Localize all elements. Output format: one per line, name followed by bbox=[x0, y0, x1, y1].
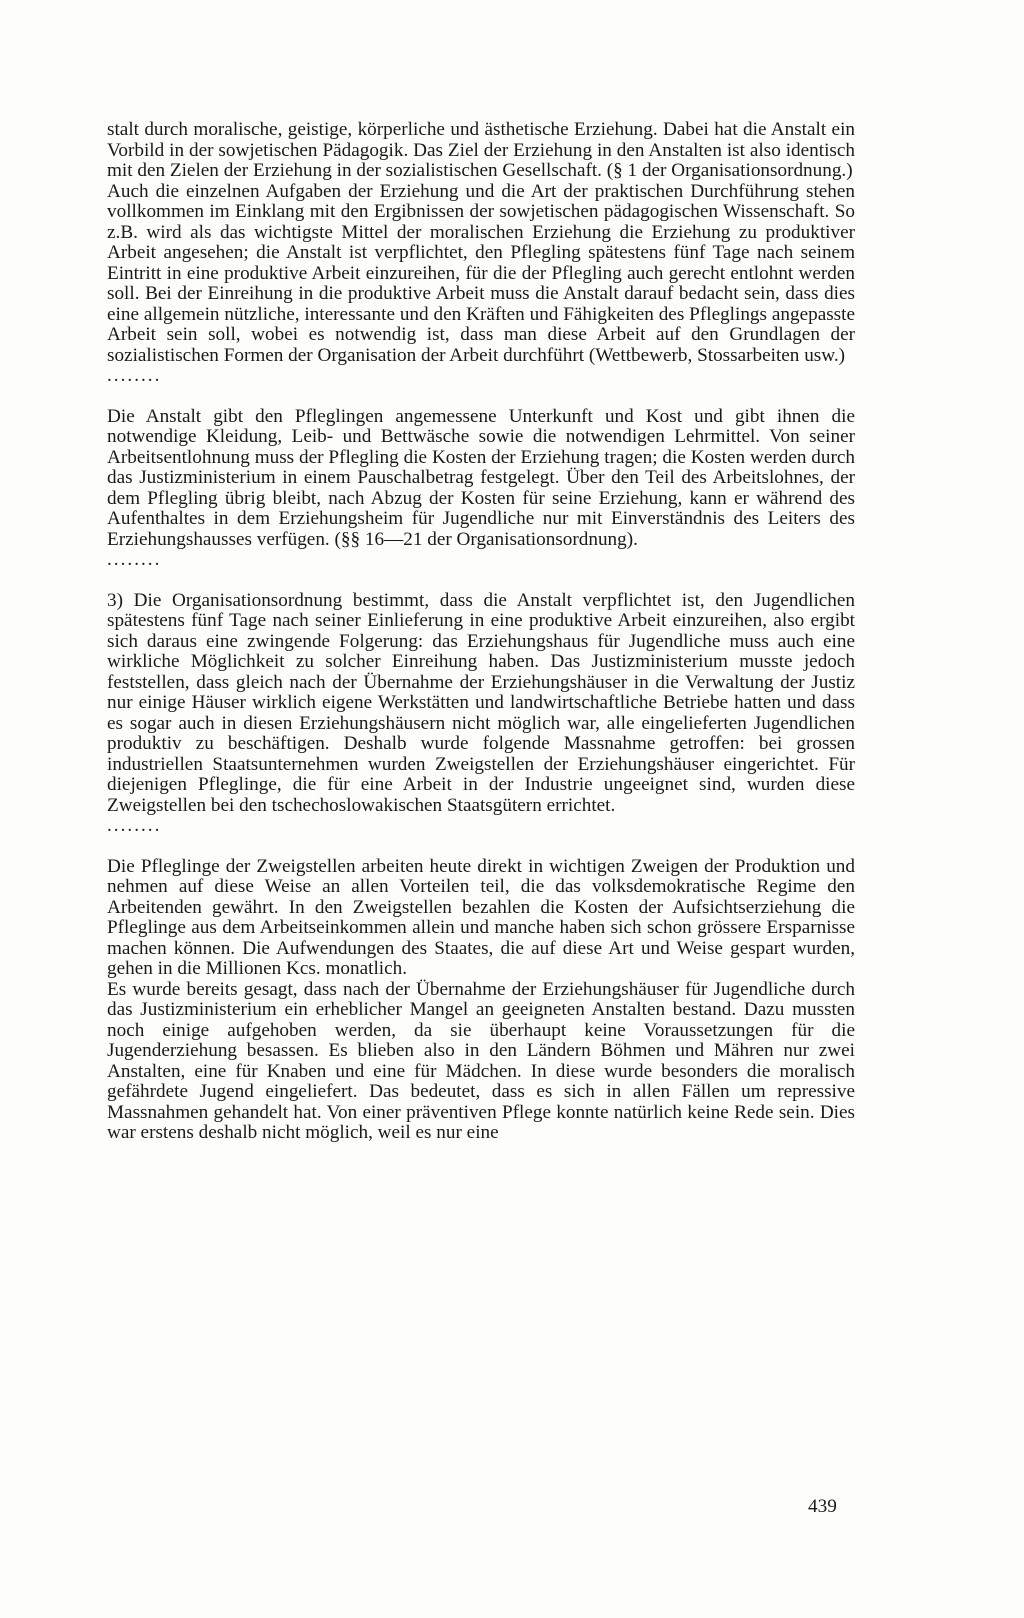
omission-marker: ........ bbox=[107, 549, 162, 570]
paragraph: Es wurde bereits gesagt, dass nach der Übernahme der Erziehungshäuser für Jugendliche durch das Justizministerium ein erheblicher Mangel an geeigneten Anstalten bestand. Dazu mussten noch einige aufgehoben werden, da sie überhaupt keine Voraussetzungen für die Jugenderziehung besassen. Es blieben also in den Ländern Böhmen und Mähren nur zwei Anstalten, eine für Knaben und eine für Mädchen. In diese wurde besonders die moralisch gefährdete Jugend eingeliefert. Das bedeutet, dass es sich in allen Fällen um repressive Massnahmen gehandelt hat. Von einer präventiven Pflege konnte natürlich keine Rede sein. Dies war erstens deshalb nicht möglich, weil es nur eine bbox=[107, 978, 855, 1143]
paragraph: Die Pfleglinge der Zweigstellen arbeiten heute direkt in wichtigen Zweigen der Produktion und nehmen auf diese Weise an allen Vorteilen teil, die das volksdemokratische Regime den Arbeitenden gewährt. In den Zweigstellen bezahlen die Kosten der Aufsichtserziehung die Pfleglinge aus dem Arbeitseinkommen allein und manche haben sich schon grössere Ersparnisse machen können. Die Aufwendungen des Staates, die auf diese Art und Weise gespart wurden, gehen in die Millionen Kcs. monatlich. bbox=[107, 855, 855, 979]
paragraph: 3) Die Organisationsordnung bestimmt, dass die Anstalt verpflichtet ist, den Jugendlichen spätestens fünf Tage nach seiner Einlieferung in eine produktive Arbeit einzureihen, also ergibt sich daraus eine zwingende Folgerung: das Erziehungshaus für Jugendliche muss auch eine wirkliche Möglichkeit zu solcher Einreihung haben. Das Justizministerium musste jedoch feststellen, dass gleich nach der Übernahme der Erziehungshäuser in die Verwaltung der Justiz nur einige Häuser wirklich eigene Werkstätten und landwirtschaftliche Betriebe hatten und dass es sogar auch in diesen Erziehungshäusern nicht möglich war, alle eingelieferten Jugendlichen produktiv zu beschäftigen. Deshalb wurde folgende Massnahme getroffen: bei grossen industriellen Staatsunternehmen wurden Zweigstellen der Erziehungshäuser eingerichtet. Für diejenigen Pfleglinge, die für eine Arbeit in der Industrie ungeeignet sind, wurden diese Zweigstellen bei den tschechoslowakischen Staatsgütern errichtet. bbox=[107, 589, 855, 816]
paragraph: stalt durch moralische, geistige, körperliche und ästhetische Erziehung. Dabei hat die Anstalt ein Vorbild in der sowjetischen Pädagogik. Das Ziel der Erziehung in den Anstalten ist also identisch mit den Zielen der Erziehung in der sozialistischen Gesellschaft. (§ 1 der Organisationsordnung.) bbox=[107, 119, 855, 181]
paragraph: Die Anstalt gibt den Pfleglingen angemessene Unterkunft und Kost und gibt ihnen die notwendige Kleidung, Leib- und Bettwäsche sowie die notwendigen Lehrmittel. Von seiner Arbeitsentlohnung muss der Pflegling die Kosten der Erziehung tragen; die Kosten werden durch das Justizministerium in einem Pauschalbetrag festgelegt. Über den Teil des Arbeitslohnes, der dem Pflegling übrig bleibt, nach Abzug der Kosten für seine Erziehung, kann er während des Aufenthaltes in dem Erziehungsheim für Jugendliche nur mit Einverständnis des Leiters des Erziehungshausses verfügen. (§§ 16—21 der Organisationsordnung). bbox=[107, 405, 855, 550]
omission-marker: ........ bbox=[107, 365, 162, 386]
paragraph: Auch die einzelnen Aufgaben der Erziehung und die Art der praktischen Durchführung stehen vollkommen im Einklang mit den Ergibnissen der sowjetischen pädagogischen Wissenschaft. So z.B. wird als das wichtigste Mittel der moralischen Erziehung die Erziehung zu produktiver Arbeit angesehen; die Anstalt ist verpflichtet, den Pflegling spätestens fünf Tage nach seinem Eintritt in eine produktive Arbeit einzureihen, für die der Pflegling auch gerecht entlohnt werden soll. Bei der Einreihung in die produktive Arbeit muss die Anstalt darauf bedacht sein, dass dies eine allgemein nützliche, interessante und den Kräften und Fähigkeiten des Pfleglings angepasste Arbeit sein soll, wobei es notwendig ist, dass man diese Arbeit auf den Grundlagen der sozialistischen Formen der Organisation der Arbeit durchführt (Wettbewerb, Stossarbeiten usw.) bbox=[107, 180, 855, 366]
page-number: 439 bbox=[808, 1496, 837, 1517]
omission-marker: ........ bbox=[107, 815, 162, 836]
text-column bbox=[107, 120, 855, 1144]
